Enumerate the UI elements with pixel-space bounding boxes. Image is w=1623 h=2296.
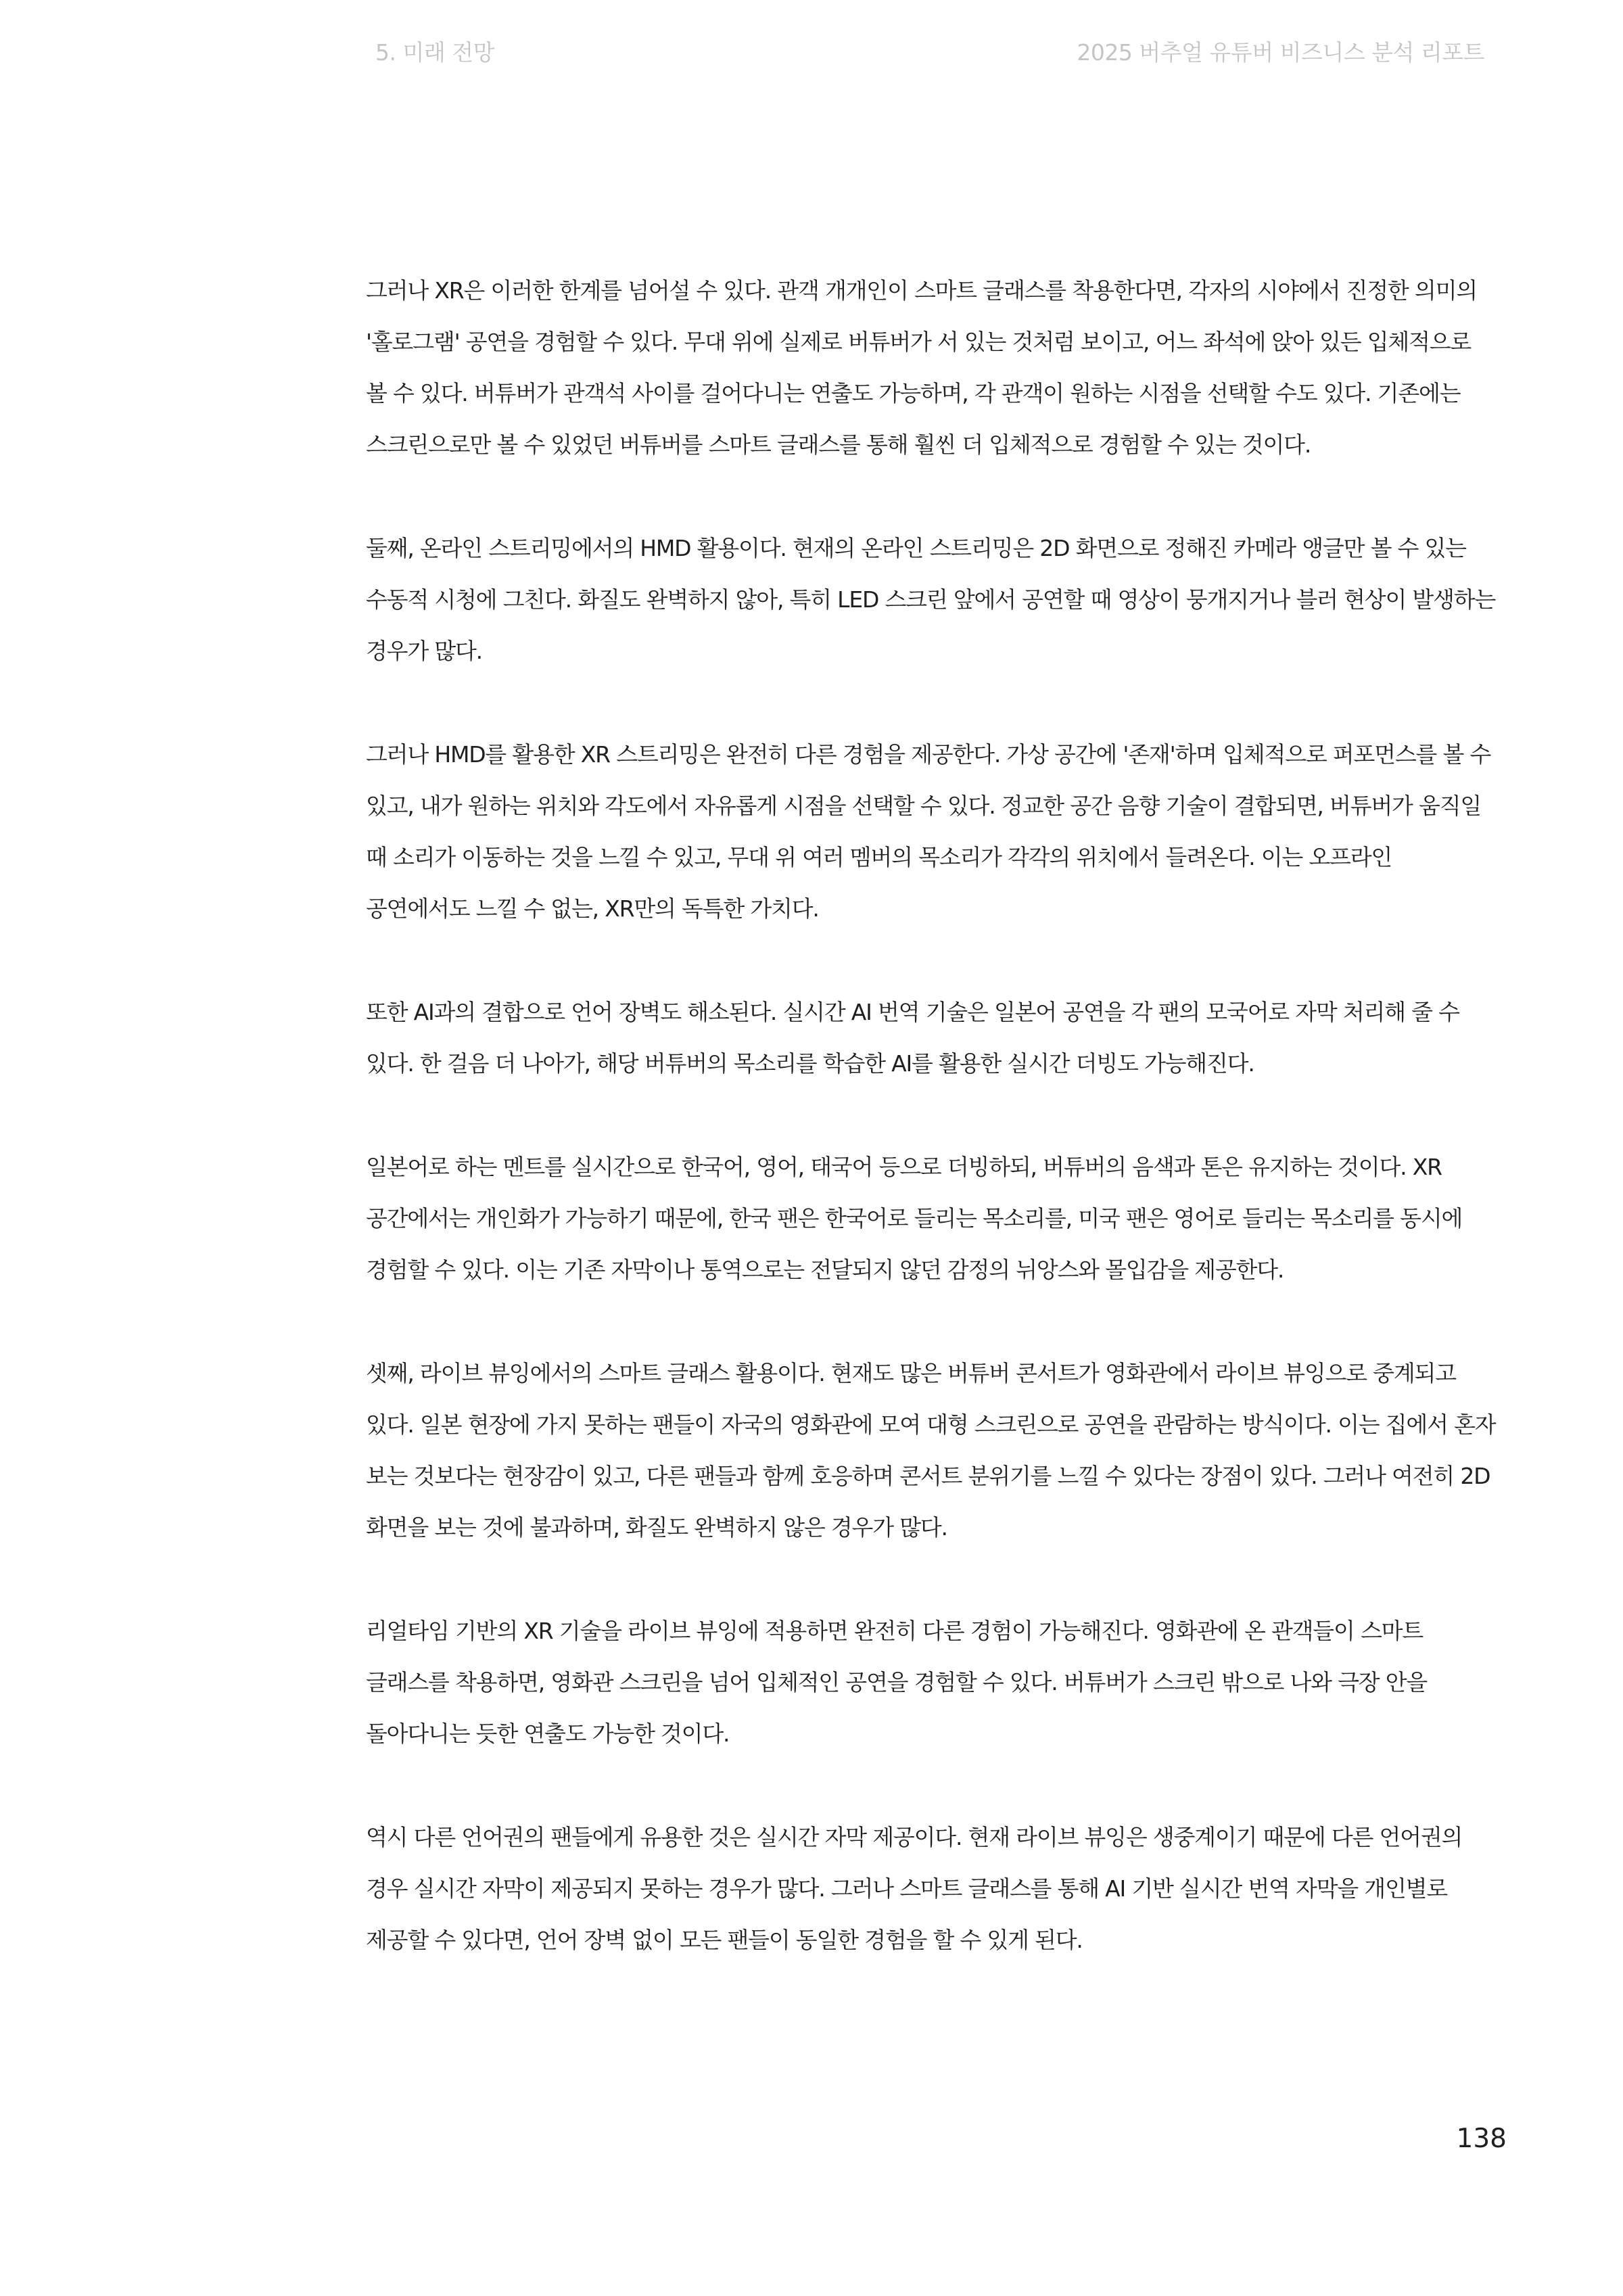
- paragraph-5: 일본어로 하는 멘트를 실시간으로 한국어, 영어, 태국어 등으로 더빙하되, 버튜버의 음색과 톤은 유지하는 것이다. XR 공간에서는 개인화가 가능하기 때문에, 한국 팬은 한국어로 들리는 목소리를, 미국 팬은 영어로 들리는 목소리를 동시에 경험할 수 있다. 이는 기존 자막이나 통역으로는 전달되지 않던 감정의 뉘앙스와 몰입감을 제공한다.: [366, 1154, 1463, 1283]
- paragraph-7: 리얼타임 기반의 XR 기술을 라이브 뷰잉에 적용하면 완전히 다른 경험이 가능해진다. 영화관에 온 관객들이 스마트 글래스를 착용하면, 영화관 스크린을 넘어 입체적인 공연을 경험할 수 있다. 버튜버가 스크린 밖으로 나와 극장 안을 돌아다니는 듯한 연출도 가능한 것이다.: [366, 1618, 1428, 1747]
- paragraph-2: 둘째, 온라인 스트리밍에서의 HMD 활용이다. 현재의 온라인 스트리밍은 2D 화면으로 정해진 카메라 앵글만 볼 수 있는 수동적 시청에 그친다. 화질도 완벽하지 않아, 특히 LED 스크린 앞에서 공연할 때 영상이 뭉개지거나 블러 현상이 발생하는 경우가 많다.: [366, 535, 1496, 664]
- body-text: [366, 265, 1497, 2018]
- paragraph-6: 셋째, 라이브 뷰잉에서의 스마트 글래스 활용이다. 현재도 많은 버튜버 콘서트가 영화관에서 라이브 뷰잉으로 중계되고 있다. 일본 현장에 가지 못하는 팬들이 자국의 영화관에 모여 대형 스크린으로 공연을 관람하는 방식이다. 이는 집에서 혼자 보는 것보다는 현장감이 있고, 다른 팬들과 함께 호응하며 콘서트 분위기를 느낄 수 있다는 장점이 있다. 그러나 여전히 2D 화면을 보는 것에 불과하며, 화질도 완벽하지 않은 경우가 많다.: [366, 1360, 1496, 1541]
- report-title: 2025 버추얼 유튜버 비즈니스 분석 리포트: [1077, 39, 1484, 66]
- section-title: 5. 미래 전망: [375, 39, 494, 66]
- paragraph-1: 그러나 XR은 이러한 한계를 넘어설 수 있다. 관객 개개인이 스마트 글래스를 착용한다면, 각자의 시야에서 진정한 의미의 '홀로그램' 공연을 경험할 수 있다. 무대 위에 실제로 버튜버가 서 있는 것처럼 보이고, 어느 좌석에 앉아 있든 입체적으로 볼 수 있다. 버튜버가 관객석 사이를 걸어다니는 연출도 가능하며, 각 관객이 원하는 시점을 선택할 수도 있다. 기존에는 스크린으로만 볼 수 있었던 버튜버를 스마트 글래스를 통해 훨씬 더 입체적으로 경험할 수 있는 것이다.: [366, 277, 1477, 458]
- paragraph-8: 역시 다른 언어권의 팬들에게 유용한 것은 실시간 자막 제공이다. 현재 라이브 뷰잉은 생중계이기 때문에 다른 언어권의 경우 실시간 자막이 제공되지 못하는 경우가 많다. 그러나 스마트 글래스를 통해 AI 기반 실시간 번역 자막을 개인별로 제공할 수 있다면, 언어 장벽 없이 모든 팬들이 동일한 경험을 할 수 있게 된다.: [366, 1824, 1463, 1953]
- paragraph-3: 그러나 HMD를 활용한 XR 스트리밍은 완전히 다른 경험을 제공한다. 가상 공간에 '존재'하며 입체적으로 퍼포먼스를 볼 수 있고, 내가 원하는 위치와 각도에서 자유롭게 시점을 선택할 수 있다. 정교한 공간 음향 기술이 결합되면, 버튜버가 움직일 때 소리가 이동하는 것을 느낄 수 있고, 무대 위 여러 멤버의 목소리가 각각의 위치에서 들려온다. 이는 오프라인 공연에서도 느낄 수 없는, XR만의 독특한 가치다.: [366, 741, 1491, 922]
- page-number: 138: [1456, 2124, 1507, 2154]
- running-header: [375, 35, 1484, 69]
- paragraph-4: 또한 AI과의 결합으로 언어 장벽도 해소된다. 실시간 AI 번역 기술은 일본어 공연을 각 팬의 모국어로 자막 처리해 줄 수 있다. 한 걸음 더 나아가, 해당 버튜버의 목소리를 학습한 AI를 활용한 실시간 더빙도 가능해진다.: [366, 999, 1459, 1077]
